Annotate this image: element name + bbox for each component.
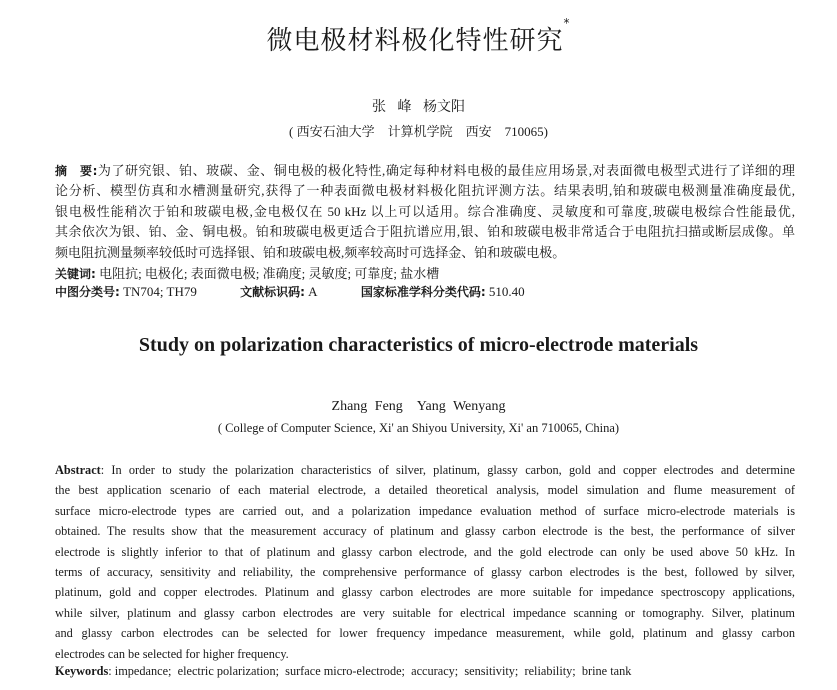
english-keywords bbox=[55, 664, 631, 679]
clc-label: 中图分类号: bbox=[55, 285, 120, 299]
chinese-title bbox=[0, 16, 837, 57]
english-authors: Zhang Feng Yang Wenyang bbox=[331, 399, 506, 414]
clc-value: TN704; TH79 bbox=[123, 284, 197, 299]
english-affiliation: ( College of Computer Science, Xi' an Shiyou University, Xi' an 710065, China) bbox=[217, 421, 620, 435]
discipline-value: 510.40 bbox=[488, 284, 525, 299]
abstract-line: platinum, gold and copper electrodes. Platinum and glassy carbon electrodes are more suitable for impedance spectroscopy applications, bbox=[55, 585, 795, 600]
chinese-keywords bbox=[55, 263, 439, 282]
keywords-label: 关键词: bbox=[55, 267, 96, 281]
keywords-text: 电阻抗; 电极化; 表面微电极; 准确度; 灵敏度; 可靠度; 盐水槽 bbox=[99, 266, 440, 281]
discipline-label: 国家标准学科分类代码: bbox=[360, 285, 486, 299]
chinese-abstract bbox=[55, 161, 795, 263]
keywords-label: Keywords bbox=[55, 664, 109, 678]
abstract-line: surface micro-electrode types are carried out, and a polarization impedance evaluation method of surface micro-electrode materials is bbox=[55, 503, 795, 518]
chinese-affiliation: ( 西安石油大学 计算机学院 西安 710065) bbox=[289, 124, 548, 139]
classification-codes bbox=[55, 283, 525, 300]
abstract-line bbox=[55, 460, 795, 480]
abstract-line: 频电阻抗测量频率较低时可选择银、铂和玻碳电极,频率较高时可选择金、铂和玻碳电极。 bbox=[55, 244, 566, 260]
abstract-line bbox=[55, 161, 795, 181]
abstract-line: while silver, platinum and glassy carbon electrodes are very suitable for electrical impedance scanning or tomography. Silver, platinum bbox=[55, 605, 795, 620]
abstract-line: 论分析、模型仿真和水槽测量研究,获得了一种表面微电极材料极化阻抗评测方法。结果表明,铂和玻碳电极测量准确度最优, bbox=[55, 183, 795, 199]
abstract-line: 银电极性能稍次于铂和玻碳电极,金电极仅在 50 kHz 以上可以适用。综合准确度、灵敏度和可靠度,玻碳电极综合性能最优, bbox=[55, 203, 795, 219]
abstract-line: and glassy carbon electrodes can be selected for lower frequency impedance measurement, while gold, platinum and glassy carbon bbox=[55, 626, 795, 641]
abstract-label: Abstract bbox=[55, 463, 101, 477]
abstract-line: electrode is slightly inferior to that of platinum and glassy carbon electrode, and the gold electrode can only be used above 50 kHz. In bbox=[55, 544, 795, 559]
abstract-line: 其余依次为银、铂、金、铜电极。铂和玻碳电极更适合于阻抗谱应用,银、铂和玻碳电极非常适合于电阻抗扫描或断层成像。单 bbox=[55, 224, 795, 240]
title-text: 微电极材料极化特性研究 bbox=[266, 26, 564, 56]
abstract-line: the best application scenario of each material electrode, a detailed theoretical analysis, model simulation and flume measurement of bbox=[55, 483, 795, 498]
abstract-line: electrodes can be selected for higher frequency. bbox=[55, 646, 289, 661]
abstract-text: 为了研究银、铂、玻碳、金、铜电极的极化特性,确定每种材料电极的最佳应用场景,对表面微电极型式进行了详细的理 bbox=[97, 163, 795, 178]
abstract-label: 摘 要: bbox=[55, 164, 98, 178]
english-abstract bbox=[55, 460, 795, 664]
abstract-line: obtained. The results show that the measurement accuracy of platinum and glassy carbon electrode is the best, the performance of silver bbox=[55, 524, 795, 539]
abstract-line: terms of accuracy, sensitivity and reliability, the comprehensive performance of glassy carbon electrodes is the best, followed by silver, bbox=[55, 564, 795, 579]
abstract-text: : In order to study the polarization characteristics of silver, platinum, glassy carbon, gold and copper electrodes and determine bbox=[100, 463, 795, 477]
english-title: Study on polarization characteristics of micro-electrode materials bbox=[138, 334, 699, 356]
doc-code-value: A bbox=[308, 284, 318, 299]
footnote-mark: * bbox=[563, 16, 571, 30]
keywords-text: : impedance; electric polarization; surface micro-electrode; accuracy; sensitivity; reliability; brine tank bbox=[108, 664, 632, 678]
doc-code-label: 文献标识码: bbox=[240, 285, 305, 299]
chinese-authors: 张 峰 杨文阳 bbox=[372, 100, 465, 115]
